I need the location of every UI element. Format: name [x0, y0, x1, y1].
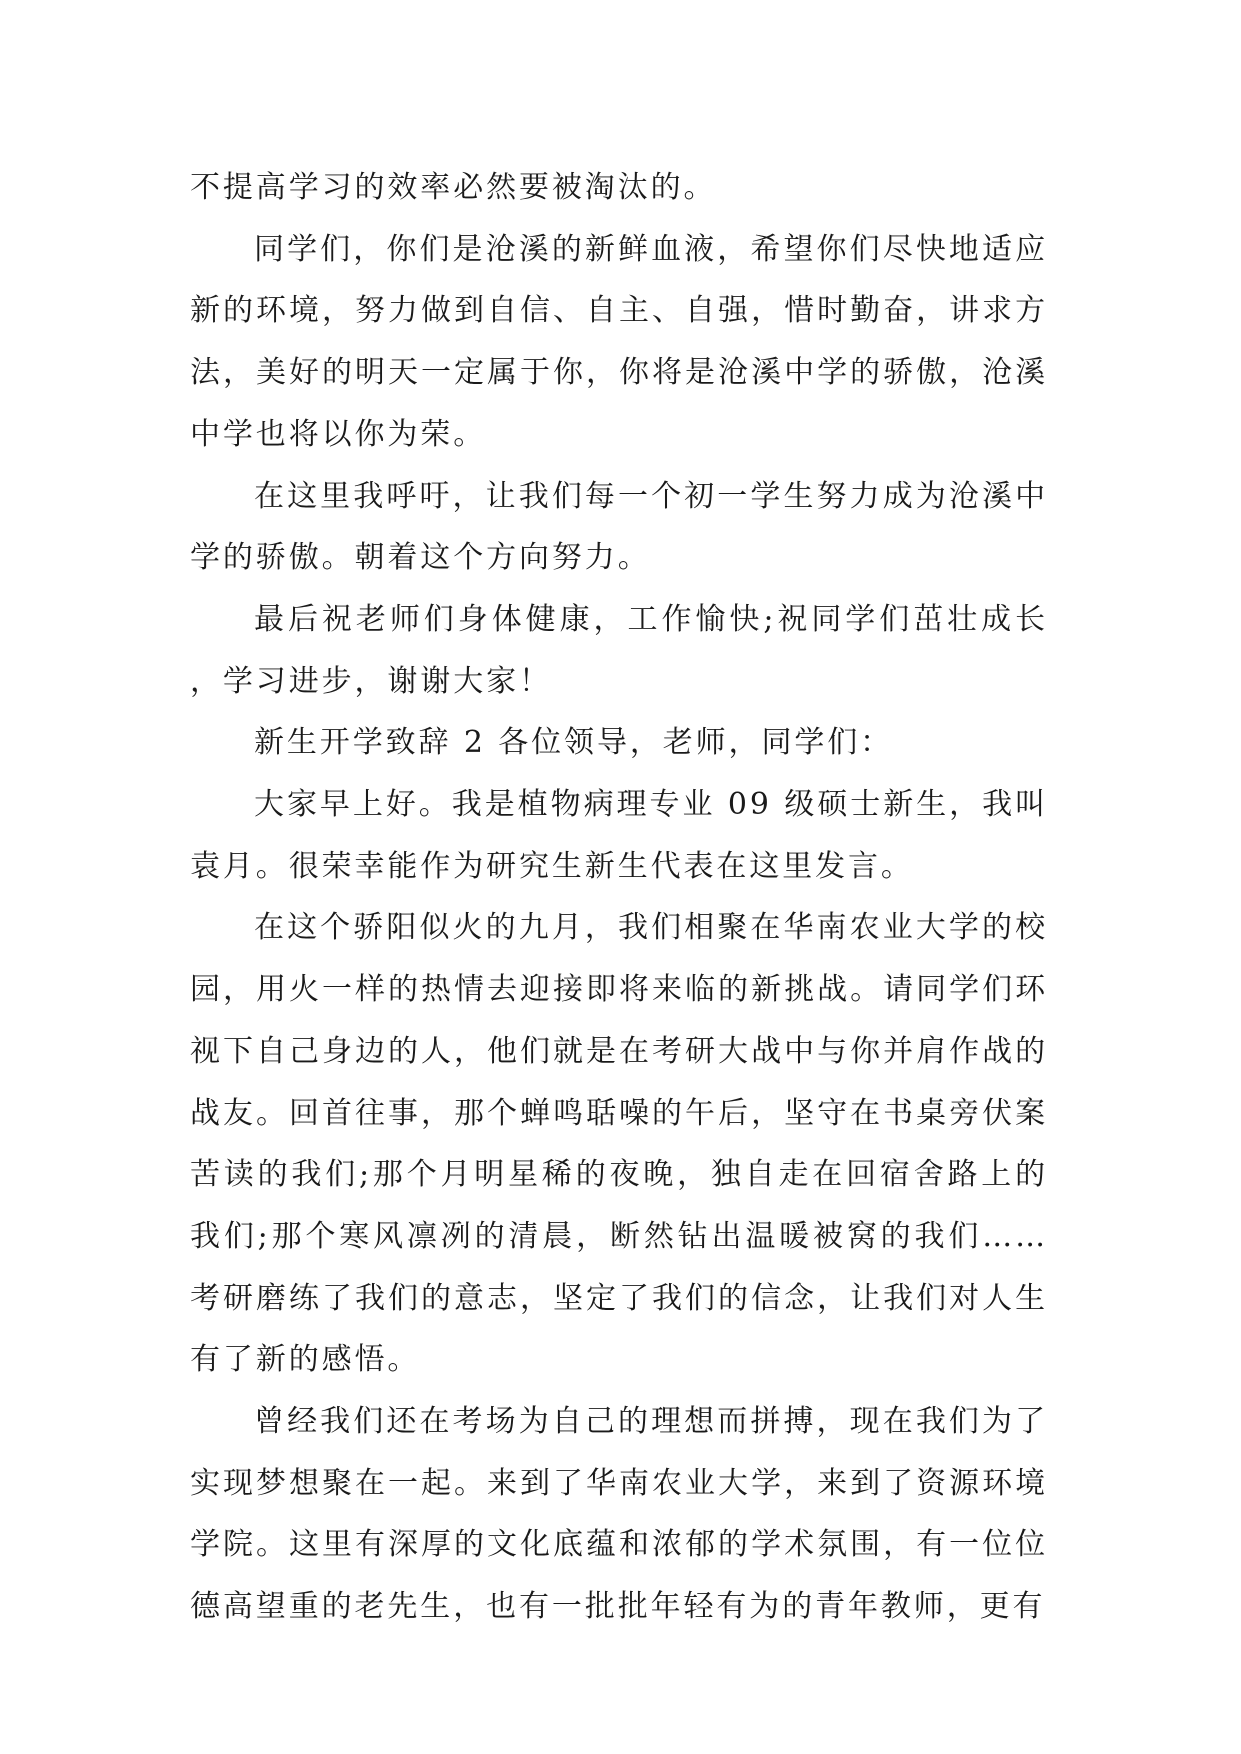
paragraph-2: 同学们，你们是沧溪的新鲜血液，希望你们尽快地适应新的环境，努力做到自信、自主、自强，惜时勤奋，讲求方法，美好的明天一定属于你，你将是沧溪中学的骄傲，沧溪中学也将以你为荣。	[190, 231, 1048, 452]
paragraph-8: 曾经我们还在考场为自己的理想而拼搏，现在我们为了实现梦想聚在一起。来到了华南农业大学，来到了资源环境学院。这里有深厚的文化底蕴和浓郁的学术氛围，有一位位德高望重的老先生，也有一批批年轻有为的青年教师，更有	[190, 1404, 1048, 1625]
paragraph-7: 在这个骄阳似火的九月，我们相聚在华南农业大学的校园，用火一样的热情去迎接即将来临的新挑战。请同学们环视下自己身边的人，他们就是在考研大战中与你并肩作战的战友。回首往事，那个蝉鸣聒噪的午后，坚守在书桌旁伏案苦读的我们;那个月明星稀的夜晚，独自走在回宿舍路上的我们;那个寒风凛冽的清晨，断然钻出温暖被窝的我们……考研磨练了我们的意志，坚定了我们的信念，让我们对人生有了新的感悟。	[190, 910, 1048, 1378]
paragraph-3: 在这里我呼吁，让我们每一个初一学生努力成为沧溪中学的骄傲。朝着这个方向努力。	[190, 478, 1048, 576]
paragraph-1: 不提高学习的效率必然要被淘汰的。	[190, 170, 717, 205]
document-body	[190, 157, 1048, 1638]
paragraph-6: 大家早上好。我是植物病理专业 09 级硕士新生，我叫袁月。很荣幸能作为研究生新生代表在这里发言。	[190, 787, 1048, 884]
paragraph-5-heading: 新生开学致辞 2 各位领导，老师，同学们：	[254, 725, 894, 761]
paragraph-4: 最后祝老师们身体健康，工作愉快;祝同学们茁壮成长，学习进步，谢谢大家！	[190, 601, 1048, 699]
